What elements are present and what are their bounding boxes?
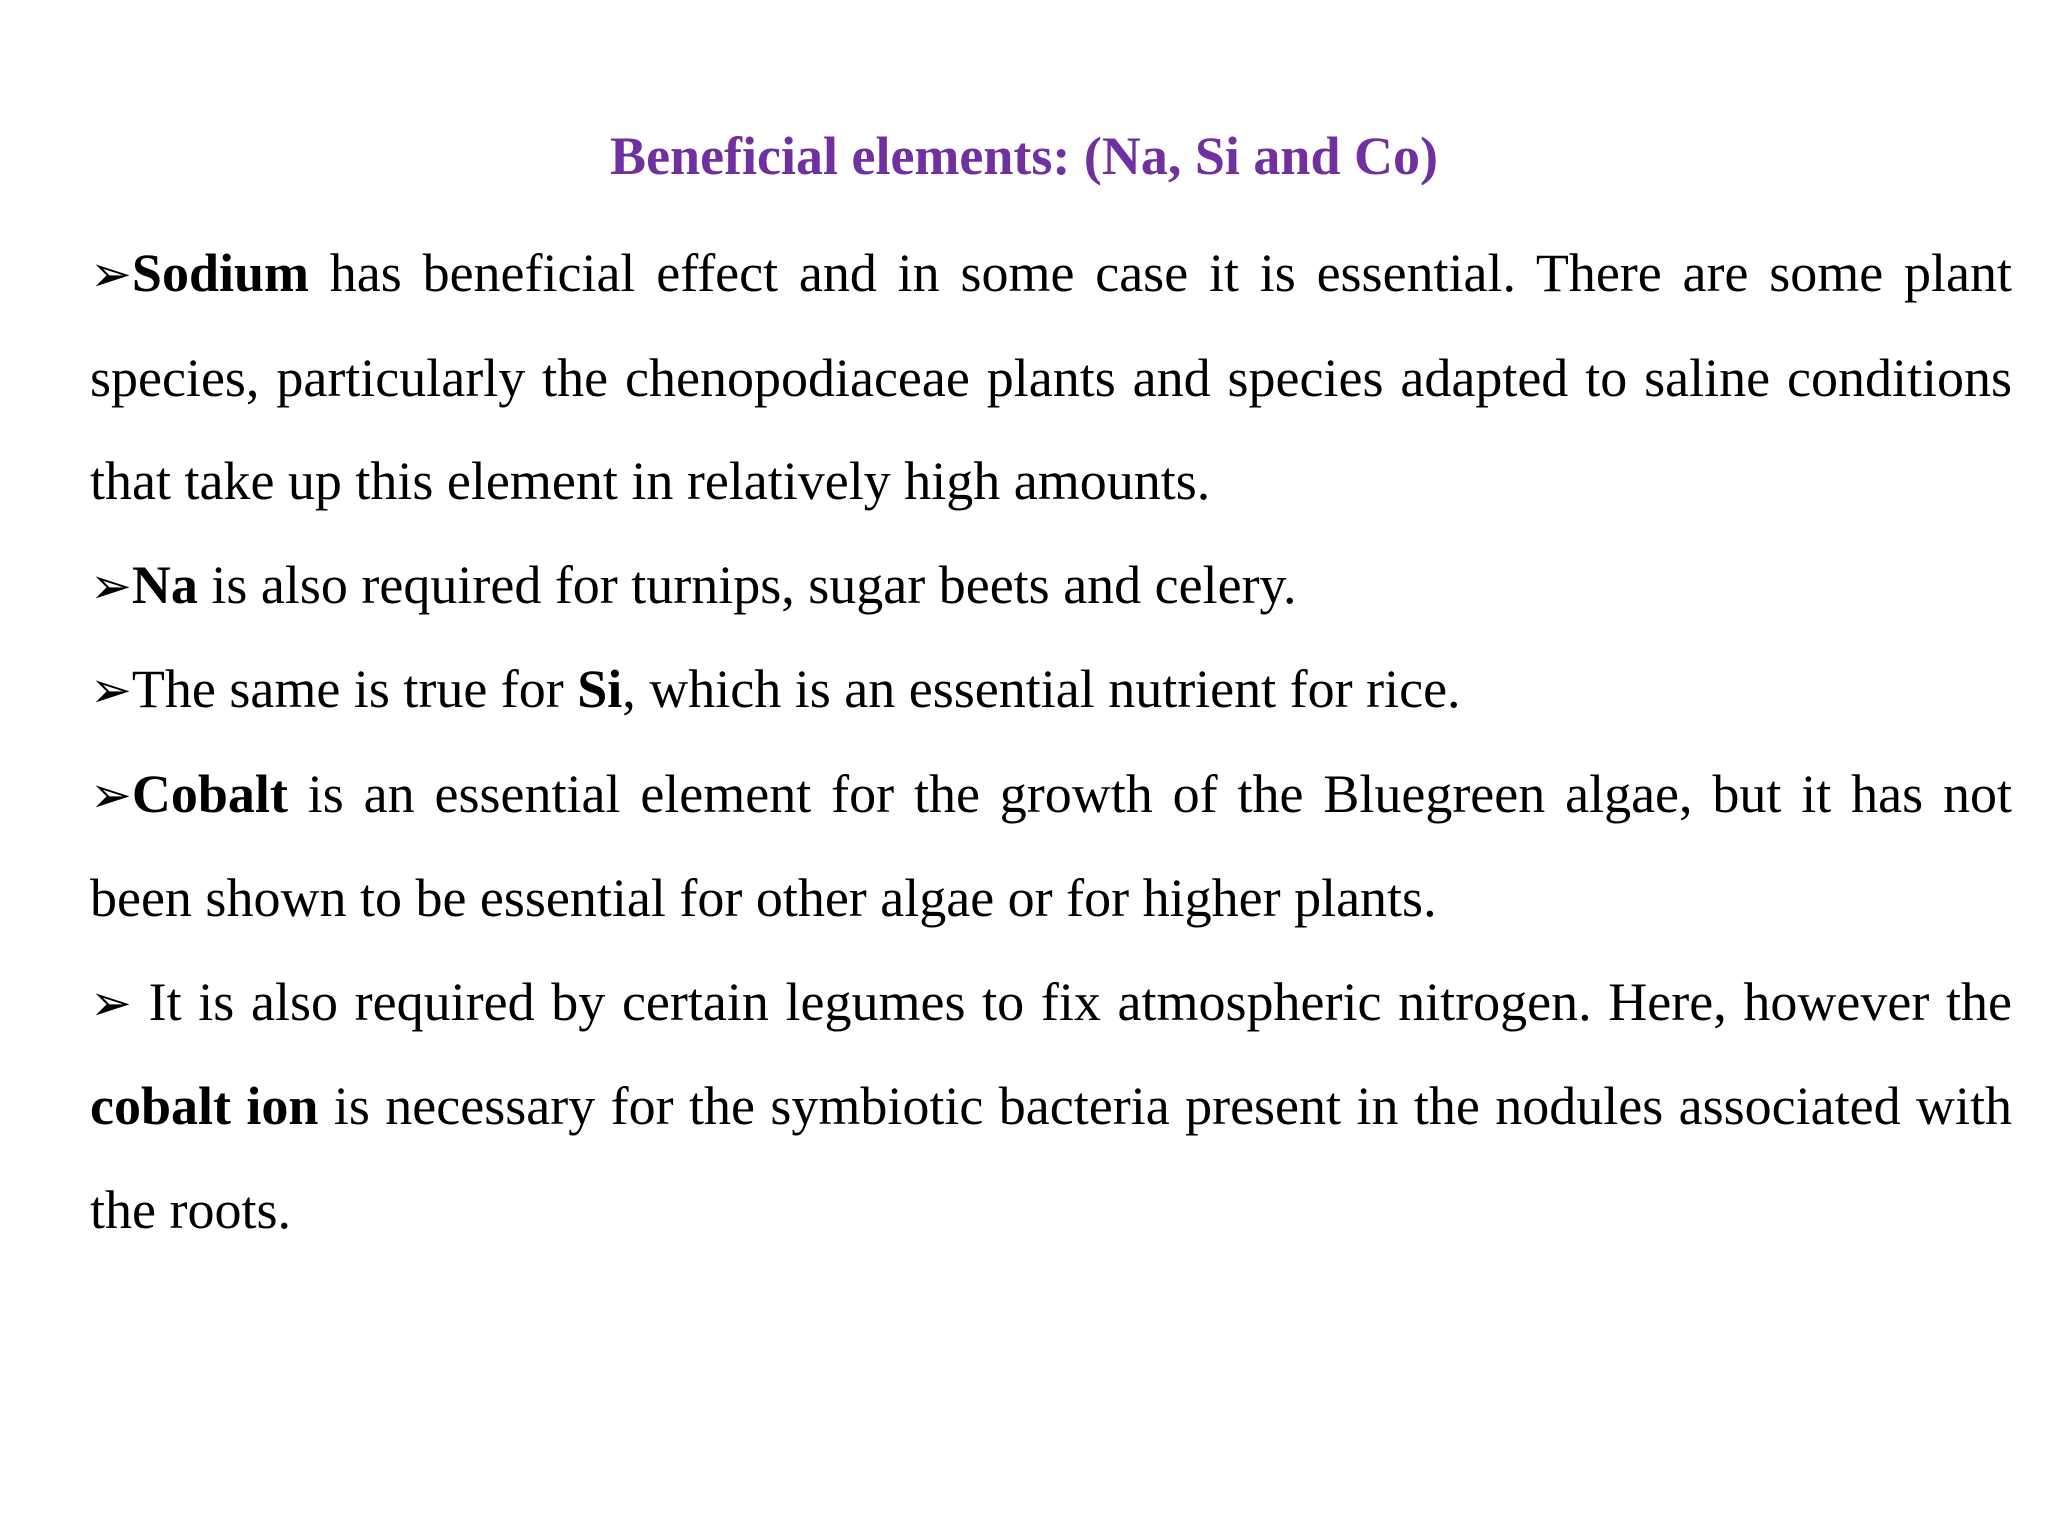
arrow-bullet-icon: ➢ bbox=[90, 557, 132, 614]
bullet-list bbox=[90, 222, 2012, 1262]
bold-term: Na bbox=[131, 554, 198, 615]
bold-term: cobalt ion bbox=[90, 1076, 319, 1136]
arrow-bullet-icon: ➢ bbox=[90, 974, 132, 1031]
slide-title: Beneficial elements: (Na, Si and Co) bbox=[610, 126, 1438, 186]
bullet-text: , which is an essential nutrient for rice. bbox=[622, 659, 1461, 719]
bold-term: Si bbox=[577, 659, 623, 719]
bullet-text: has beneficial effect and in some case it is essential. There are some plant species, particularly the chenopodiaceae plants and species adapted to saline conditions that take up this element in relatively high amounts. bbox=[90, 243, 2012, 511]
bullet-text: is also required for turnips, sugar beets and celery. bbox=[197, 554, 1297, 615]
bullet-item-sodium bbox=[90, 222, 2012, 534]
bold-term: Cobalt bbox=[131, 763, 288, 824]
bullet-text: is an essential element for the growth of the Bluegreen algae, but it has not been shown to be essential for other algae or for higher plants. bbox=[90, 763, 2012, 928]
bullet-item-si bbox=[90, 638, 2012, 743]
arrow-bullet-icon: ➢ bbox=[90, 246, 132, 302]
bullet-item-cobalt bbox=[90, 743, 2012, 951]
bullet-text: The same is true for bbox=[131, 659, 578, 719]
bullet-text: It is also required by certain legumes to fix atmospheric nitrogen. Here, however the bbox=[131, 971, 2012, 1032]
bullet-text: is necessary for the symbiotic bacteria present in the nodules associated with the roots. bbox=[90, 1076, 2012, 1240]
bullet-item-legumes bbox=[90, 951, 2012, 1263]
arrow-bullet-icon: ➢ bbox=[90, 766, 132, 823]
arrow-bullet-icon: ➢ bbox=[90, 662, 132, 718]
bold-term: Sodium bbox=[131, 243, 309, 303]
bullet-item-na bbox=[90, 534, 2012, 639]
